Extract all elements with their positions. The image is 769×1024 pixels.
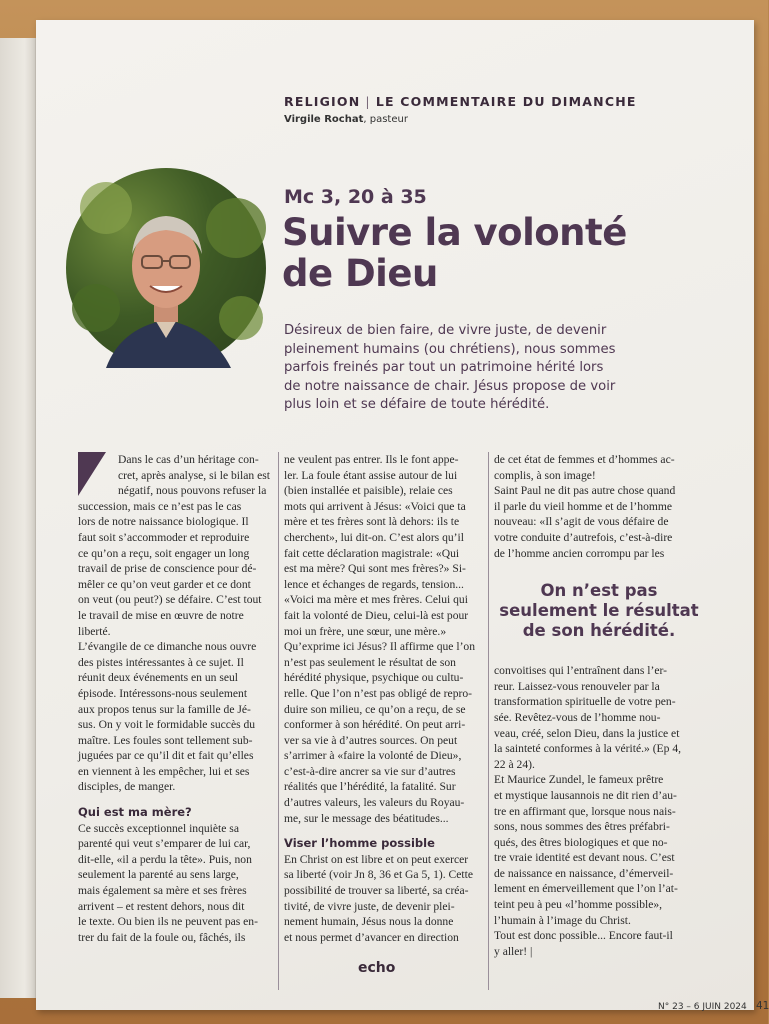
body-line: épisode. Intéressons-nous seulement <box>78 686 248 700</box>
pull-quote <box>494 581 704 641</box>
portrait-illustration <box>66 168 266 368</box>
body-line: complis, à son image! <box>494 468 596 482</box>
body-line: convoitises qui l’entraînent dans l’er- <box>494 664 667 678</box>
body-line: succession, mais ce n’est pas le cas <box>78 499 242 513</box>
text-column-2 <box>284 452 484 945</box>
lead-line: Désireux de bien faire, de vivre juste, de devenir <box>284 323 607 338</box>
body-line: on veut (ou peut?) se défaire. C’est tout <box>78 593 262 607</box>
page-number: 41 <box>756 1000 769 1012</box>
column-rule <box>488 452 489 990</box>
body-line: hérédité physique, psychique ou cultu- <box>284 671 464 685</box>
body-line: n’est pas seulement le résultat de son <box>284 655 456 669</box>
body-line: nement humain, Jésus nous la donne <box>284 915 454 929</box>
article-lead <box>284 322 674 415</box>
body-line: votre conduite d’autrefois, c’est-à-dire <box>494 530 673 544</box>
lead-line: pleinement humains (ou chrétiens), nous sommes <box>284 341 616 357</box>
column-rule <box>278 452 279 990</box>
body-line: il parle du vieil homme et de l’homme <box>494 499 673 513</box>
body-line: possibilité de trouver sa liberté, sa créa- <box>284 884 469 898</box>
body-line: Et Maurice Zundel, le fameux prêtre <box>494 773 664 787</box>
body-line: conformer à son hérédité. On peut arri- <box>284 718 466 732</box>
facing-page-edge <box>0 38 36 998</box>
body-line: moi un frère, une sœur, une mère.» <box>284 624 447 638</box>
body-line: mais également sa mère et ses frères <box>78 884 247 898</box>
lead-line: plus loin et se défaire de toute hérédité. <box>284 397 550 412</box>
body-line: mère et tes frères sont là dehors: ils te <box>284 515 460 529</box>
article-title <box>282 212 682 294</box>
body-line: En Christ on est libre et on peut exercer <box>284 852 469 866</box>
column-name: LE COMMENTAIRE DU DIMANCHE <box>375 94 637 109</box>
body-line: Ce succès exceptionnel inquiète sa <box>78 821 239 835</box>
title-line: de Dieu <box>282 252 438 295</box>
body-line: veau, créé, selon Dieu, dans la justice et <box>494 726 680 740</box>
body-line: de naissance en naissance, d’émerveil- <box>494 866 674 880</box>
body-line: sa liberté (voir Jn 8, 36 et Ga 5, 1). Cette <box>284 868 473 882</box>
body-line: et mystique lausannois ne dit rien d’au- <box>494 788 677 802</box>
subheading-qui-est-ma-mere: Qui est ma mère? <box>78 805 192 820</box>
body-line: trer du fait de la foule ou, fâchés, ils <box>78 930 246 944</box>
body-line: mêler ce qu’on veut garder et ce dont <box>78 577 251 591</box>
body-line: ne veulent pas entrer. Ils le font appe- <box>284 453 459 466</box>
body-line: et nous permet d’avancer en direction <box>284 930 459 944</box>
body-line: lors de notre naissance biologique. Il <box>78 515 249 529</box>
body-line: faut soit s’accommoder et reproduire <box>78 530 250 544</box>
body-line: s’arrimer à «faire la volonté de Dieu», <box>284 749 462 763</box>
body-line: disciples, de manger. <box>78 780 176 794</box>
body-line: L’évangile de ce dimanche nous ouvre <box>78 640 257 654</box>
rubric-label: RELIGION <box>284 94 361 109</box>
body-line: c’est-à-dire ancrer sa vie sur d’autres <box>284 764 456 778</box>
pull-quote-line: On n’est pas <box>540 581 658 601</box>
body-line: ce qu’on a reçu, soit engager un long <box>78 546 250 560</box>
body-line: seulement la parenté au sens large, <box>78 868 239 882</box>
body-line: sus. On y voit le formidable succès du <box>78 718 256 732</box>
body-line: aux propos tenus sur la famille de Jé- <box>78 702 251 716</box>
body-line: mots qui arrivent à Jésus: «Voici que ta <box>284 499 466 513</box>
text-column-1 <box>78 452 272 945</box>
body-line: tivité, de vivre juste, de devenir plei- <box>284 899 455 913</box>
body-line: maître. Les foules sont tellement sub- <box>78 733 253 747</box>
body-line: l’humain à l’image du Christ. <box>494 913 631 927</box>
body-line: négatif, nous pouvons refuser la <box>118 484 267 498</box>
body-line: parenté qui veut s’emparer de lui car, <box>78 837 251 851</box>
body-line: des pistes intéressantes à ce sujet. Il <box>78 655 244 669</box>
body-line: travail de prise de conscience pour dé- <box>78 562 257 576</box>
body-line: sée. Revêtez-vous de l’homme nou- <box>494 710 661 724</box>
pull-quote-line: seulement le résultat <box>499 601 699 621</box>
body-line: relle. Que l’on n’est pas obligé de repro- <box>284 686 473 700</box>
body-line: est ma mère? Qui sont mes frères?» Si- <box>284 562 466 576</box>
body-line: duire son milieu, ce qu’on a reçu, de se <box>284 702 466 716</box>
body-line: juguées par ce qu’il dit et fait qu’elles <box>78 749 254 763</box>
body-line: me, sur le message des béatitudes... <box>284 811 449 825</box>
body-line: Qu’exprime ici Jésus? Il affirme que l’on <box>284 640 476 654</box>
body-line: le texte. Ou bien ils ne peuvent pas en- <box>78 915 258 929</box>
kicker-separator: | <box>365 94 371 109</box>
body-line: liberté. <box>78 624 111 638</box>
body-line: en viennent à les empêcher, lui et ses <box>78 764 250 778</box>
issue-number: N° 23 – 6 JUIN 2024 <box>658 1002 747 1012</box>
body-line: «Voici ma mère et mes frères. Celui qui <box>284 593 468 607</box>
subheading-viser-homme-possible: Viser l’homme possible <box>284 836 435 851</box>
section-kicker <box>284 94 637 109</box>
body-line: lement en émerveillement que l’on l’at- <box>494 882 678 896</box>
body-line: 22 à 24). <box>494 757 535 771</box>
body-line: d’autres valeurs, les valeurs du Royau- <box>284 796 465 810</box>
body-line: fait la volonté de Dieu, celui-là est pour <box>284 608 469 622</box>
body-line: réalités que l’hérédité, la fatalité. Sur <box>284 780 456 794</box>
body-line: lence et échanges de regards, tension... <box>284 577 464 591</box>
body-line: fait cette déclaration magistrale: «Qui <box>284 546 460 560</box>
body-line: arrivent – et restent dehors, nous dit <box>78 899 245 913</box>
body-line: (bien installée et paisible), relaie ces <box>284 484 453 498</box>
body-line: ver sa vie à d’autres sources. On peut <box>284 733 458 747</box>
lead-line: de notre naissance de chair. Jésus propose de voir <box>284 378 616 394</box>
bible-reference: Mc 3, 20 à 35 <box>284 186 427 208</box>
body-line: de cet état de femmes et d’hommes ac- <box>494 453 675 466</box>
body-line: de l’homme ancien corrompu par les <box>494 546 665 560</box>
body-line: le travail de mise en œuvre de notre <box>78 608 244 622</box>
body-line: cherchent», lui dit-on. C’est alors qu’il <box>284 530 464 544</box>
echo-logo: echo <box>358 960 396 976</box>
body-line: réunit deux événements en un seul <box>78 671 239 685</box>
body-line: nouveau: «Il s’agit de vous défaire de <box>494 515 669 529</box>
body-line: sons, nous sommes des êtres préfabri- <box>494 820 670 834</box>
title-line: Suivre la volonté <box>282 211 627 254</box>
body-line: qués, des êtres biologiques et que no- <box>494 835 668 849</box>
pull-quote-line: de son hérédité. <box>522 621 676 641</box>
body-line: tre vraie identité est devant nous. C’est <box>494 851 675 865</box>
body-line: tre en affirmant que, lorsque nous nais- <box>494 804 676 818</box>
author-name: Virgile Rochat <box>284 114 364 125</box>
body-line: transformation spirituelle de votre pen- <box>494 695 676 709</box>
author-portrait <box>66 168 266 368</box>
body-line: reur. Laissez-vous renouveler par la <box>494 679 660 693</box>
byline <box>284 114 408 125</box>
body-line: Saint Paul ne dit pas autre chose quand <box>494 484 676 498</box>
lead-line: parfois freinés par tout un patrimoine hérité lors <box>284 360 604 375</box>
body-line: Tout est donc possible... Encore faut-il <box>494 929 673 943</box>
body-line: la sainteté conformes à la vérité.» (Ep 4, <box>494 742 682 756</box>
body-line: y aller! | <box>494 944 533 958</box>
text-column-3 <box>494 452 704 959</box>
author-role: , pasteur <box>363 114 408 125</box>
body-line: cret, après analyse, si le bilan est <box>118 468 270 482</box>
body-line: dit-elle, «il a perdu la tête». Puis, non <box>78 852 252 866</box>
body-line: Dans le cas d’un héritage con- <box>118 453 259 466</box>
magazine-page <box>36 20 769 1012</box>
body-line: teint peu à peu «l’homme possible», <box>494 898 663 912</box>
body-line: ler. La foule étant assise autour de lui <box>284 468 458 482</box>
